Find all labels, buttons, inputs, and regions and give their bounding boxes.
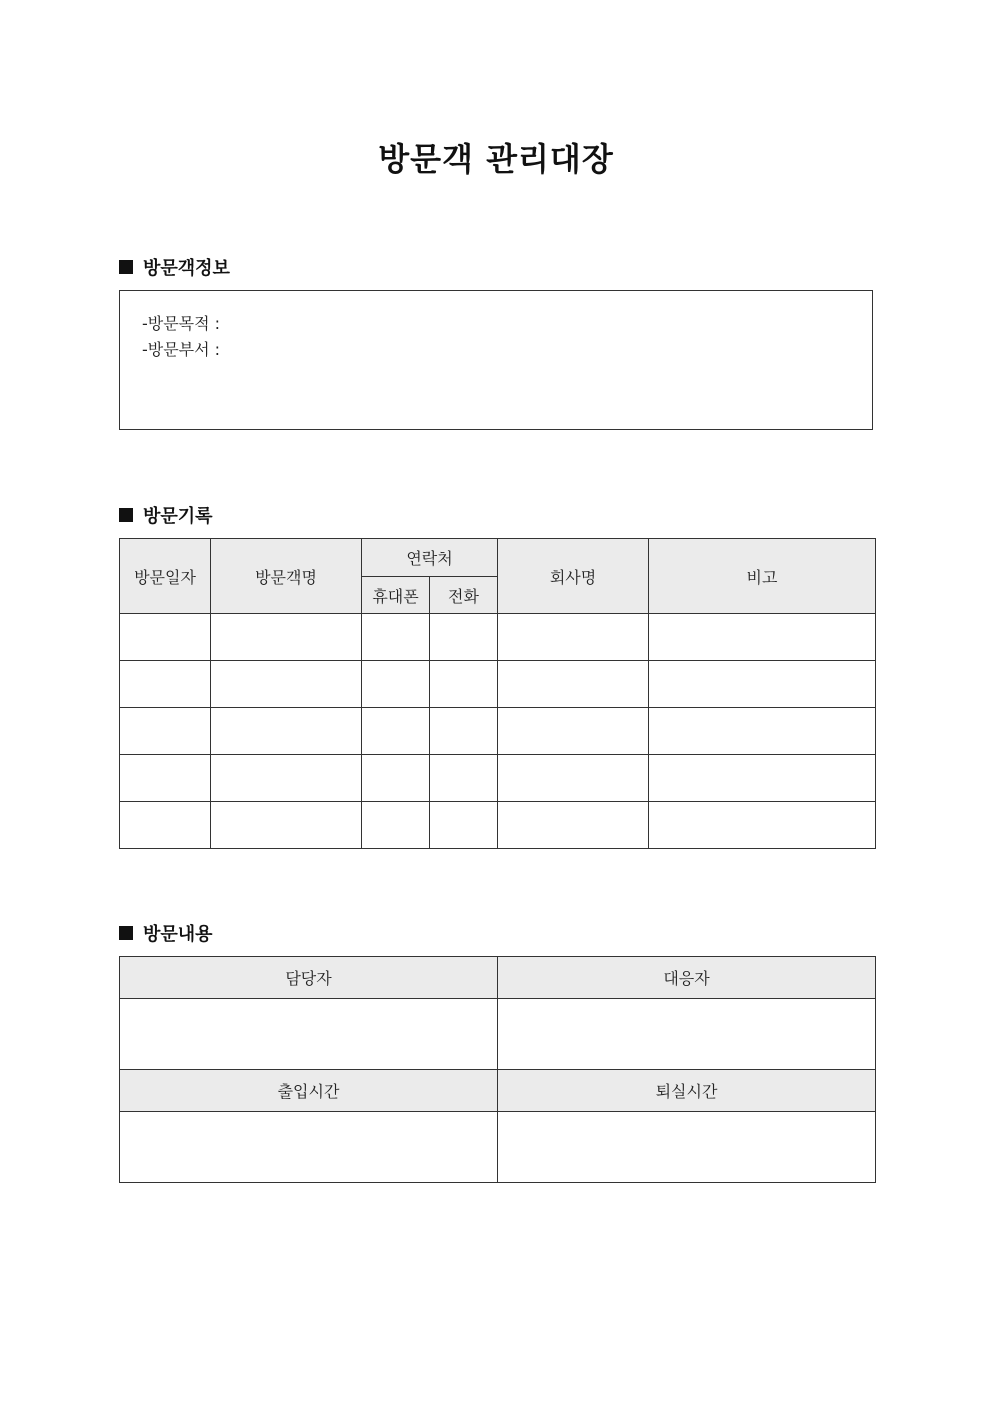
label-responder: 대응자 [498, 957, 876, 999]
cell-entry-time[interactable] [120, 1112, 498, 1183]
cell-mobile[interactable] [362, 661, 430, 708]
table-row [120, 802, 876, 849]
cell-name[interactable] [211, 755, 362, 802]
section-heading-visit-records [119, 502, 213, 528]
cell-date[interactable] [120, 614, 211, 661]
cell-phone[interactable] [430, 661, 498, 708]
cell-exit-time[interactable] [498, 1112, 876, 1183]
cell-phone[interactable] [430, 708, 498, 755]
cell-phone[interactable] [430, 614, 498, 661]
cell-company[interactable] [498, 802, 649, 849]
table-row [120, 1112, 876, 1183]
cell-name[interactable] [211, 661, 362, 708]
cell-name[interactable] [211, 614, 362, 661]
cell-mobile[interactable] [362, 708, 430, 755]
table-header-row [120, 957, 876, 999]
col-header-mobile: 휴대폰 [362, 577, 430, 614]
cell-remarks[interactable] [649, 802, 876, 849]
cell-company[interactable] [498, 661, 649, 708]
visit-purpose-line[interactable]: -방문목적 : [142, 314, 221, 333]
cell-date[interactable] [120, 708, 211, 755]
square-bullet-icon [119, 926, 133, 940]
label-entry-time: 출입시간 [120, 1070, 498, 1112]
table-row [120, 661, 876, 708]
table-header-row [120, 539, 876, 577]
section-heading-visit-details [119, 920, 213, 946]
cell-remarks[interactable] [649, 755, 876, 802]
col-header-remarks: 비고 [649, 539, 876, 614]
cell-responder[interactable] [498, 999, 876, 1070]
cell-remarks[interactable] [649, 661, 876, 708]
col-header-name: 방문객명 [211, 539, 362, 614]
table-header-row [120, 1070, 876, 1112]
cell-mobile[interactable] [362, 755, 430, 802]
col-header-phone: 전화 [430, 577, 498, 614]
label-person-in-charge: 담당자 [120, 957, 498, 999]
cell-company[interactable] [498, 614, 649, 661]
cell-name[interactable] [211, 802, 362, 849]
visitor-info-box [119, 290, 873, 430]
cell-remarks[interactable] [649, 614, 876, 661]
cell-phone[interactable] [430, 802, 498, 849]
table-row [120, 614, 876, 661]
cell-remarks[interactable] [649, 708, 876, 755]
col-header-date: 방문일자 [120, 539, 211, 614]
section-heading-label: 방문내용 [143, 924, 213, 945]
cell-phone[interactable] [430, 755, 498, 802]
col-header-company: 회사명 [498, 539, 649, 614]
table-row [120, 999, 876, 1070]
cell-person-in-charge[interactable] [120, 999, 498, 1070]
cell-mobile[interactable] [362, 614, 430, 661]
cell-company[interactable] [498, 755, 649, 802]
cell-date[interactable] [120, 802, 211, 849]
table-row [120, 708, 876, 755]
square-bullet-icon [119, 260, 133, 274]
cell-company[interactable] [498, 708, 649, 755]
visit-details-table [119, 956, 876, 1183]
visit-department-line[interactable]: -방문부서 : [142, 340, 221, 359]
cell-mobile[interactable] [362, 802, 430, 849]
square-bullet-icon [119, 508, 133, 522]
label-exit-time: 퇴실시간 [498, 1070, 876, 1112]
visit-records-table [119, 538, 876, 849]
cell-date[interactable] [120, 661, 211, 708]
section-heading-label: 방문기록 [143, 506, 213, 527]
section-heading-label: 방문객정보 [143, 258, 230, 279]
table-row [120, 755, 876, 802]
page-title: 방문객 관리대장 [378, 140, 614, 178]
cell-date[interactable] [120, 755, 211, 802]
cell-name[interactable] [211, 708, 362, 755]
col-header-contact: 연락처 [362, 539, 498, 577]
section-heading-visitor-info [119, 254, 230, 280]
